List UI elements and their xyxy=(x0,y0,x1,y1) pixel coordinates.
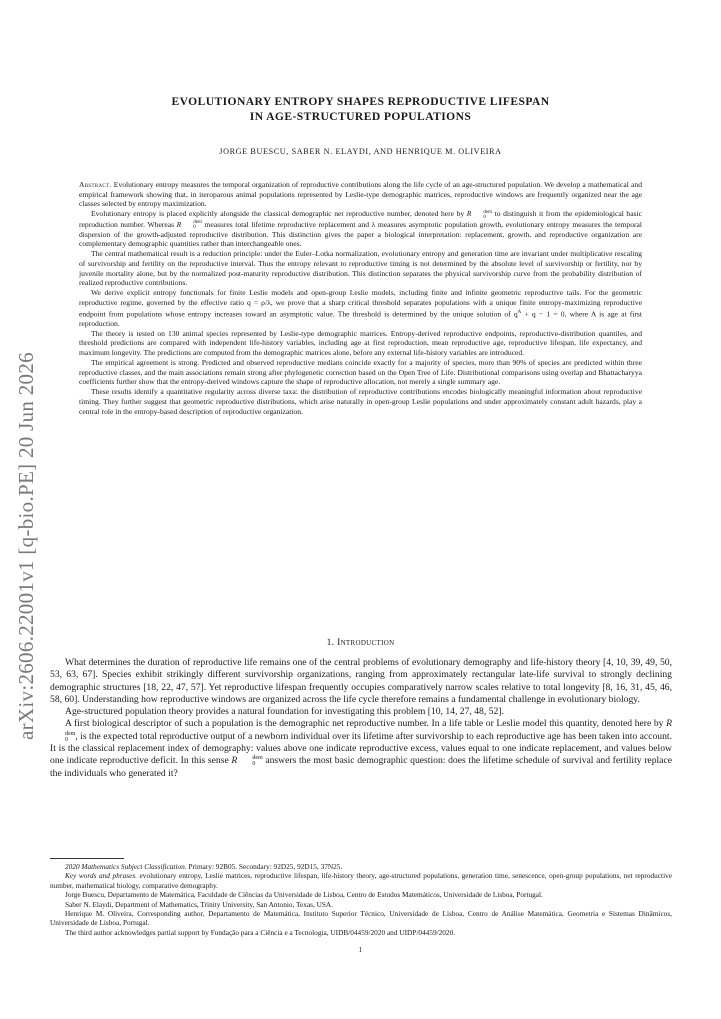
title-line-1: EVOLUTIONARY ENTROPY SHAPES REPRODUCTIVE LIFESPAN xyxy=(171,95,550,108)
abstract-paragraph-4 xyxy=(79,288,642,328)
section-heading-introduction: 1. Introduction xyxy=(326,637,395,648)
r0-symbol: R dem 0 xyxy=(176,219,202,230)
r0-symbol: R dem 0 xyxy=(65,718,672,743)
abstract-p4a: We derive explicit entropy functionals for finite Leslie models and open-group Leslie models, including finite and infinite geometric reproductive tails. For the geometric reproductive regime, governed by the effective ratio q = ρ/λ, we prove that a sharp critical threshold separates populations with a unique finite entropy-maximizing reproductive endpoint from populations whose entropy increases toward an asymptotic value. The threshold is determined by the unique solution of q xyxy=(79,288,642,319)
r0-symbol: R dem 0 xyxy=(231,755,263,768)
msc-text: Primary: 92B05. Secondary: 92D25, 92D15, 37N25. xyxy=(186,862,343,871)
arxiv-identifier-text: arXiv:2606.22001v1 [q-bio.PE] 20 Jun 2026 xyxy=(14,352,38,740)
abstract-paragraph-7: These results identify a quantitative regularity across diverse taxa: the distribution of reproductive contributions encodes biologically meaningful information about reproductive timing. They further suggest that geometric reproductive distributions, which arise naturally in open-group Leslie populations and under approximately constant adult hazards, play a central role in the entropy-based description of reproductive organization. xyxy=(79,387,642,416)
intro-paragraph-1: What determines the duration of reproductive life remains one of the central problems of evolutionary demography and life-history theory [4, 10, 39, 49, 50, 53, 63, 67]. Species exhibit strikingly different survivorship organizations, ranging from approximately rectangular late-life survival to strongly declining demographic structures [18, 22, 47, 57]. Yet reproductive lifespan frequently occupies comparatively narrow scales relative to total longevity [8, 16, 31, 45, 46, 58, 60]. Understanding how reproductive windows are organized across the life cycle therefore remains a fundamental challenge in evolutionary biology. xyxy=(50,657,672,705)
arxiv-identifier-stamp xyxy=(14,320,38,740)
abstract-paragraph-2 xyxy=(79,209,642,249)
footnote-author-2: Saber N. Elaydi, Department of Mathematics, Trinity University, San Antonio, Texas, USA. xyxy=(65,899,334,909)
abstract-heading: Abstract. xyxy=(79,180,112,189)
author-list: JORGE BUESCU, SABER N. ELAYDI, AND HENRIQUE M. OLIVEIRA xyxy=(219,147,502,156)
keywords-text: evolutionary entropy, Leslie matrices, reproductive lifespan, life-history theory, age-structured populations, generation time, senescence, open-group populations, net reproductive number, mathematical biology, comparative demography. xyxy=(50,871,672,890)
intro-p3b: , is the expected total reproductive output of a newborn individual over its lifetime after survivorship to each reproductive age has been taken into account. It is the classical replacement index of demography: values above one indicate reproductive excess, values equal to one indicate replacement, and values below one indicate reproductive deficit. In this sense xyxy=(50,730,672,767)
page-number: 1 xyxy=(358,945,363,954)
q-exponent: A xyxy=(517,309,522,315)
intro-paragraph-3 xyxy=(50,718,672,780)
abstract-paragraph-1 xyxy=(79,180,642,209)
title-line-2: IN AGE-STRUCTURED POPULATIONS xyxy=(249,110,472,123)
abstract-paragraph-3: The central mathematical result is a reduction principle: under the Euler–Lotka normalization, evolutionary entropy and generation time are invariant under multiplicative rescaling of survivorship and fertility on the reproductive interval. Thus the entropy relevant to reproductive timing is not determined by the absolute level of survivorship or fertility, nor by juvenile mortality alone, but by the normalized post-maturity reproductive distribution. This distinction separates the physical survivorship curve from the probability distribution of realized reproductive contributions. xyxy=(79,249,642,288)
footnotes xyxy=(50,862,672,937)
abstract xyxy=(79,180,642,417)
abstract-paragraph-6: The empirical agreement is strong. Predicted and observed reproductive medians coincide exactly for a majority of species, more than 90% of species are predicted within three reproductive classes, and the main associations remain strong after phylogenetic correction based on the Open Tree of Life. Distributional comparisons using overlap and Bhattacharyya coefficients further show that the entropy-derived windows capture the shape of reproductive allocation, not merely a single summary age. xyxy=(79,358,642,387)
intro-paragraph-2: Age-structured population theory provides a natural foundation for investigating this problem [10, 14, 27, 48, 52]. xyxy=(65,706,504,717)
abstract-p2b: to distinguish it from the epidemiological basic reproduction number. Whereas xyxy=(79,209,643,229)
intro-p3a: A first biological descriptor of such a population is the demographic net reproductive number. In a life table or Leslie model this quantity, denoted here by xyxy=(65,718,667,730)
abstract-p2a: Evolutionary entropy is placed explicitly alongside the classical demographic net reproductive number, denoted here by xyxy=(91,209,467,219)
msc-label: 2020 Mathematics Subject Classification. xyxy=(65,862,187,871)
keywords-label: Key words and phrases. xyxy=(65,871,138,881)
introduction-body xyxy=(50,657,672,780)
paper-title xyxy=(100,94,621,124)
abstract-paragraph-5: The theory is tested on 130 animal species represented by Leslie-type demographic matrices. Entropy-derived reproductive endpoints, reproductive-distribution quantiles, and threshold predictions are compared with independent life-history variables, including age at first reproduction, mean reproductive age, reproductive lifespan, life expectancy, and maximum longevity. The predictions are computed from the demographic matrices alone, before any external life-history variables are introduced. xyxy=(79,328,642,358)
intro-p3c: answers the most basic demographic question: does the lifetime schedule of survival and fertility replace the individuals who generated it? xyxy=(50,755,672,779)
abstract-p2c: measures total lifetime reproductive replacement and λ measures asymptotic population growth, evolutionary entropy measures the temporal dispersion of the growth-adjusted reproductive distribution. This distinction gives the paper a biological interpretation: replacement, growth, and reproductive organization are complementary demographic quantities rather than interchangeable ones. xyxy=(79,219,642,249)
abstract-p1-text: Evolutionary entropy measures the temporal organization of reproductive contributions along the life cycle of an age-structured population. We develop a mathematical and empirical framework showing that, in iteroparous animal populations represented by Leslie-type demographic matrices, reproductive windows are frequently organized near the age classes selected by entropy maximization. xyxy=(79,180,642,209)
footnote-funding: The third author acknowledges partial support by Fundação para a Ciência e a Tecnologia, UIDB/04459/2020 and UIDP/04459/2020. xyxy=(65,927,456,937)
footnote-author-3: Henrique M. Oliveira, Corresponding author, Departamento de Matemática, Instituto Superior Técnico, Universidade de Lisboa, Centro de Análise Matemática, Geometria e Sistemas Dinâmicos, Universidade de Lisboa, Portugal. xyxy=(50,909,672,928)
footnote-msc xyxy=(50,862,672,871)
footnote-keywords xyxy=(50,871,672,890)
footnote-author-1: Jorge Buescu, Departamento de Matemática, Faculdade de Ciências da Universidade de Lisboa, Centro de Estudos Matemáticos, Universidade de Lisboa, Portugal. xyxy=(65,890,543,900)
r0-symbol: R dem 0 xyxy=(466,209,493,220)
footnote-separator xyxy=(50,858,124,859)
abstract-p4b: + q − 1 = 0, where A is age at first reproduction. xyxy=(79,309,642,328)
